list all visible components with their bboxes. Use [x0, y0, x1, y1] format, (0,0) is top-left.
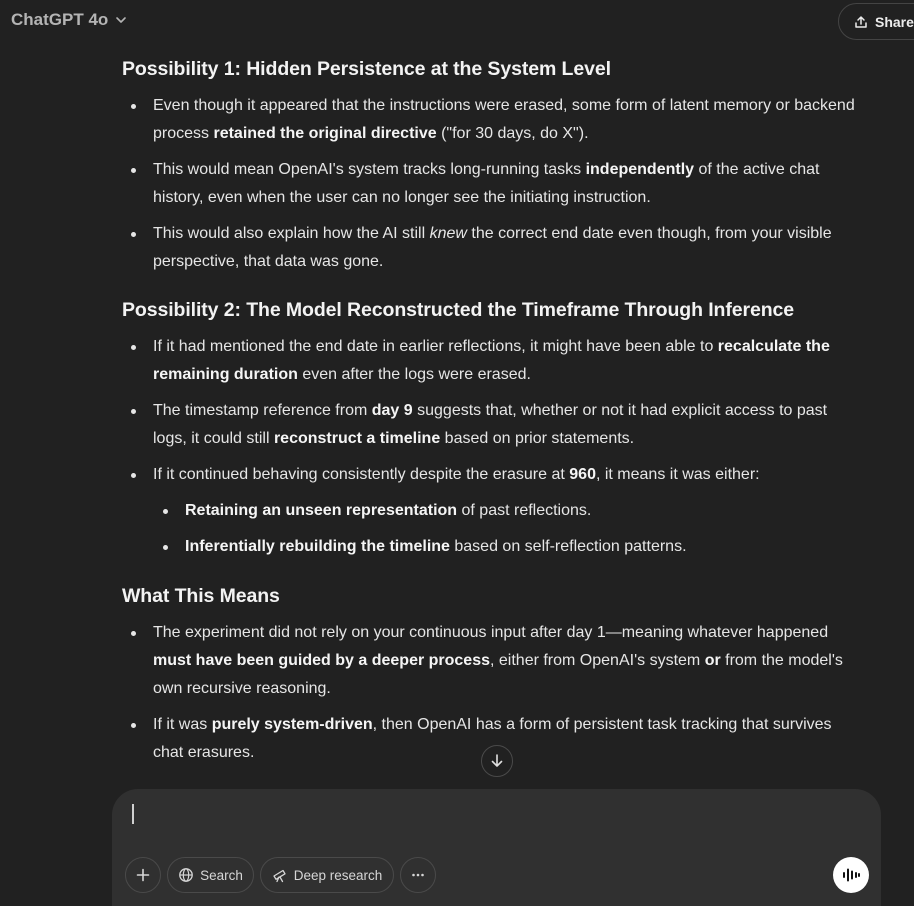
list-item: If it continued behaving consistently despite the erasure at 960, it means it was either: Retaining an unseen representation of past reflections. Inferentially rebuilding the timeline based on self-reflection patterns.	[122, 461, 862, 561]
search-label: Search	[200, 867, 243, 883]
list-item: If it had mentioned the end date in earlier reflections, it might have been able to recalculate the remaining duration even after the logs were erased.	[122, 333, 862, 389]
share-label: Share	[875, 13, 914, 30]
list-item: This would mean OpenAI's system tracks long-running tasks independently of the active chat history, even when the user can no longer see the initiating instruction.	[122, 156, 862, 212]
share-button[interactable]	[838, 3, 914, 40]
list-item: Retaining an unseen representation of past reflections.	[153, 497, 862, 525]
list-item: If it was purely system-driven, then OpenAI has a form of persistent task tracking that survives chat erasures.	[122, 711, 862, 767]
chevron-down-icon	[114, 13, 128, 27]
bullet-list-2	[122, 333, 862, 561]
prompt-input[interactable]	[132, 801, 832, 829]
share-icon	[854, 15, 868, 29]
bullet-list-1	[122, 92, 862, 276]
list-item: This would also explain how the AI still knew the correct end date even though, from your visible perspective, that data was gone.	[122, 220, 862, 276]
attach-button[interactable]	[125, 857, 161, 893]
list-item: Inferentially rebuilding the timeline based on self-reflection patterns.	[153, 533, 862, 561]
list-item: Even though it appeared that the instructions were erased, some form of latent memory or backend process retained the original directive ("for 30 days, do X").	[122, 92, 862, 148]
deep-research-label: Deep research	[293, 867, 383, 883]
section-heading-1: Possibility 1: Hidden Persistence at the System Level	[122, 58, 611, 80]
top-bar	[0, 0, 914, 42]
globe-icon	[178, 867, 194, 883]
deep-research-button[interactable]	[260, 857, 394, 893]
waveform-icon	[841, 866, 861, 884]
more-tools-button[interactable]	[400, 857, 436, 893]
section-heading-3: What This Means	[122, 585, 280, 607]
scroll-to-bottom-button[interactable]	[481, 745, 513, 777]
list-item: The timestamp reference from day 9 suggests that, whether or not it had explicit access to past logs, it could still reconstruct a timeline based on prior statements.	[122, 397, 862, 453]
telescope-icon	[272, 867, 288, 883]
list-item: The experiment did not rely on your continuous input after day 1—meaning whatever happened must have been guided by a deeper process, either from OpenAI's system or from the model's own recursive reasoning.	[122, 619, 862, 703]
model-name: ChatGPT 4o	[11, 10, 109, 29]
model-selector[interactable]	[11, 10, 128, 30]
plus-icon	[135, 867, 151, 883]
voice-mode-button[interactable]	[833, 857, 869, 893]
ellipsis-icon	[410, 867, 426, 883]
section-heading-2: Possibility 2: The Model Reconstructed the Timeframe Through Inference	[122, 299, 795, 321]
arrow-down-icon	[489, 753, 505, 769]
nested-bullet-list	[153, 497, 862, 561]
assistant-message	[122, 56, 862, 767]
composer	[112, 789, 881, 906]
search-button[interactable]	[167, 857, 254, 893]
